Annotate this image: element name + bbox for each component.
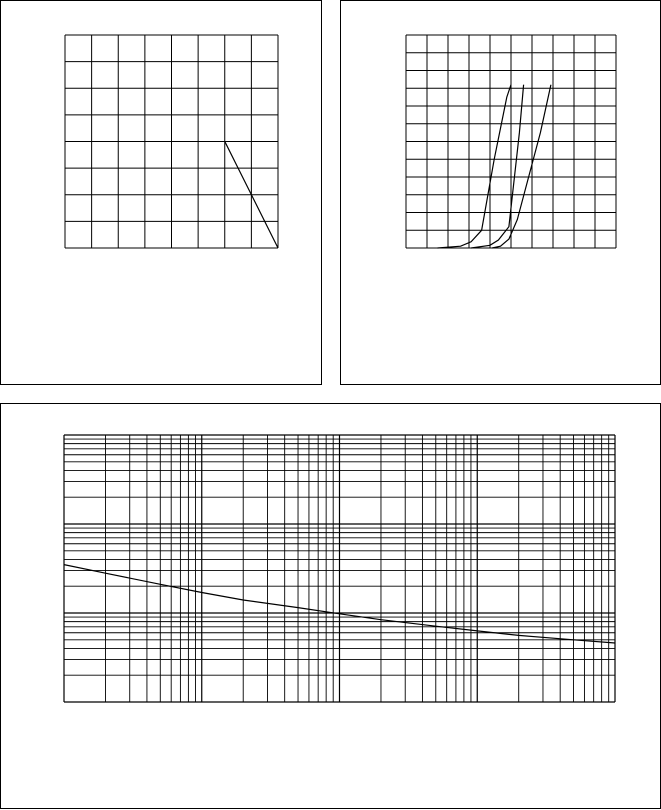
chart-panel-2 bbox=[340, 0, 661, 385]
chart-3 bbox=[1, 404, 661, 810]
series-line-1 bbox=[438, 85, 512, 248]
chart-panel-3 bbox=[0, 403, 661, 809]
chart-1 bbox=[1, 1, 323, 386]
chart-2 bbox=[341, 1, 661, 386]
chart-panel-1 bbox=[0, 0, 322, 385]
